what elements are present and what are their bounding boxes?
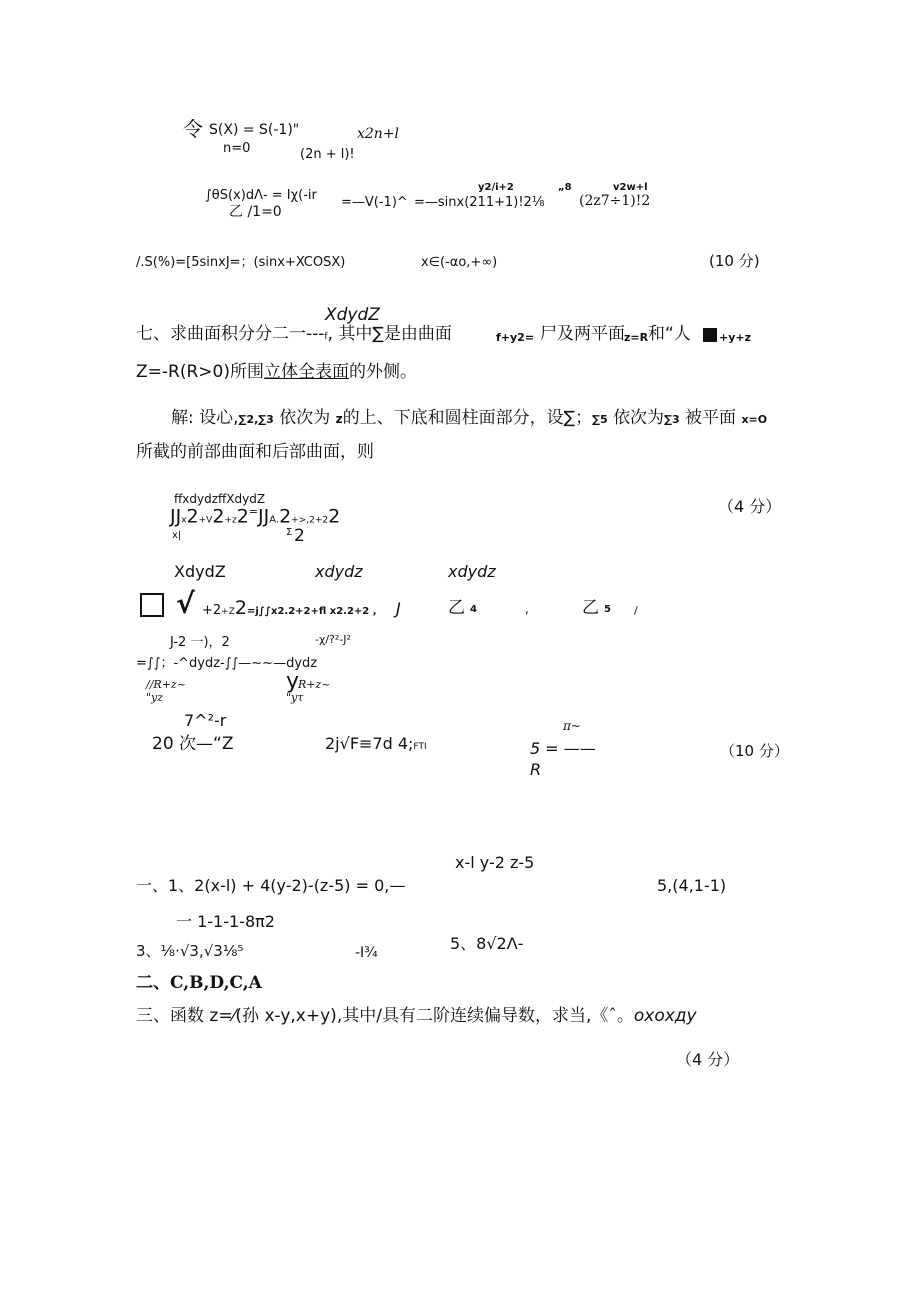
q7-line1-a: 七、求曲面积分分二一--- [136,324,325,344]
eq-e: 2 [212,505,225,528]
q7-surface-eq: f+y2= [496,331,535,344]
eq-d: +V [198,515,213,526]
eq-l: +>,2 [291,515,315,526]
q7-line2-a: Z=-R(R>0)所围 [136,362,264,382]
row4-5: 5 [604,604,611,615]
sol-d: 依次为 [613,408,665,428]
three-c: ,其中/具有二阶连续偏导数，求当,《ˆ。 [336,1006,634,1026]
x2n1-term: x2n+l [357,126,400,142]
sup-8: „8 [558,182,572,193]
pi-label: π~ [563,719,581,733]
row4-4: 4 [470,604,477,615]
answer-3b: -I¾ [355,945,378,961]
row4-y5: 乙 [582,598,599,618]
row4-plus: +2 [202,603,222,618]
row7-a: //R+z~ [146,678,186,691]
three-a: 三、函数 [136,1006,204,1026]
score-4: （4 分） [718,497,782,516]
sol-b: 依次为 [279,408,331,428]
q7-line1-e: +y+z [719,331,752,344]
s-result: /.S(%)=[5sinxJ=；(sinx+XCOSX) [136,255,346,270]
eq-h: = [248,505,259,518]
row10-a: 20 次—“Z [152,734,234,754]
eq-j: A. [269,514,280,526]
row3-a: XdydZ [174,562,226,581]
sol-e: 被平面 [685,408,737,428]
eq-f: +z [224,515,237,526]
q7-line2-underlined: 立体全表面 [263,362,349,382]
answer-2: 一 1-1-1-8π2 [176,912,275,931]
row4-expr [202,599,377,618]
sol-sub2: ∑5 [592,413,608,426]
integral-lhs: ∫θS(x)dΛ- = Iχ(-ir [205,188,317,203]
eq-i: JJ [258,505,270,528]
eq-g: 2 [236,505,249,528]
row3-b: xdydz [315,562,363,581]
square-box [140,593,164,617]
sol-a: 解: 设心, [171,408,239,428]
answer-1-right: 5,(4,1-1) [657,876,727,895]
row4-rest: =j∫∫x2.2+2+fl x2.2+2 , [246,606,377,617]
q7-line1-c: 尸及两平面 [540,324,625,344]
eq-top: ffxdydzffXdydZ [174,492,266,506]
eq-m: +2 [314,515,329,526]
sol-sub3: ∑3 [664,413,680,426]
denominator-factorial: (2n + l)! [300,147,355,162]
answer-two: 二、C,B,D,C,A [136,973,262,993]
row8-b: "yτ [286,691,304,704]
row4-y4: 乙 [448,598,465,618]
sol-z: z [335,412,343,426]
mid-term-2: =—sinx(211+1)!2⅛ [414,195,545,210]
answer-fraction-top: x-l y-2 z-5 [455,853,535,872]
score-10: (10 分) [709,252,760,270]
eq-c: 2 [186,505,199,528]
mid-term-1: =—V(-1)^ [341,195,408,210]
q7-plane-zr: z=R [624,331,649,344]
eq-b: x [181,515,187,526]
q7-black-box [703,328,717,342]
eq-main [170,506,340,526]
q7-line1-d: 和“人 [648,324,691,344]
q7-line2-b: 的外侧。 [348,362,417,382]
q7-line1-f: f [324,332,328,342]
row10-b-text: 2j√F≡7d 4; [325,734,414,753]
answer-5: 5、8√2Λ- [450,934,524,953]
row4-two: 2 [234,597,247,619]
row4-comma: , [525,602,529,616]
score-10b: （10 分） [720,742,789,760]
score-4b: （4 分） [676,1050,740,1069]
sup-v2w1: v2w+l [613,182,648,193]
ling-char: 令 [183,117,203,141]
answer-1: 一、1、2(x-l) + 4(y-2)-(z-5) = 0,— [136,876,406,895]
q7-fraction-top: XdydZ [325,305,380,325]
sol-sub: ∑2,∑3 [238,413,274,426]
eq-n: 2 [328,505,341,528]
domain: x∈(-αo,+∞) [421,255,498,270]
three-b: z=⁄(孙 x-y,x+y) [209,1006,337,1026]
q7-line1 [136,326,452,343]
q7-line2 [136,364,417,381]
sx-definition: S(X) = S(-1)" [209,122,300,138]
eq-sub2: Σ [286,527,293,538]
sol-x0: x=O [741,413,768,426]
sol-c: 的上、下底和圆柱面部分，设∑； [342,408,593,428]
row6: =∫∫；-^dydz-∫∫—~~—dydz [136,656,318,671]
row7-c: R+z~ [298,678,331,691]
row10-b [325,736,427,752]
row4-slash: / [634,604,638,617]
row5-a: J-2 一)，2 [170,635,230,650]
solution-line2: 所截的前部曲面和后部曲面，则 [136,442,374,462]
row10-c: 5 = —— [530,739,596,758]
three-d: oxoxдy [633,1006,697,1026]
solution-line1 [171,410,767,427]
eq-a: JJ [170,505,182,528]
eq-k: 2 [279,505,292,528]
row11-R: R [530,760,542,779]
row10-fti: FTI [413,742,427,752]
row4-z: +Z [221,607,235,617]
row9: 7^²-r [184,711,227,730]
sqrt-symbol: √ [176,587,195,620]
answer-3: 3、⅛·√3,√3⅛⁵ [136,942,244,960]
row8-a: "yz [146,691,164,704]
n-equals-zero: n=0 [223,141,251,156]
sup-y2i2: y2/i+2 [478,182,514,193]
sum-symbol: 乙 /1=0 [229,204,282,220]
row5-b: -χ/?²-J² [315,633,351,646]
eq-sub3: 2 [294,526,305,546]
row7-b: y [286,669,300,694]
eq-sub1: x| [172,530,182,541]
row3-c: xdydz [448,562,496,581]
q7-line1-b: , 其中∑是由曲面 [327,324,452,344]
row4-J: J [396,599,401,618]
fraction-right: (2z7÷1)!2 [579,193,651,209]
answer-three [136,1008,697,1025]
